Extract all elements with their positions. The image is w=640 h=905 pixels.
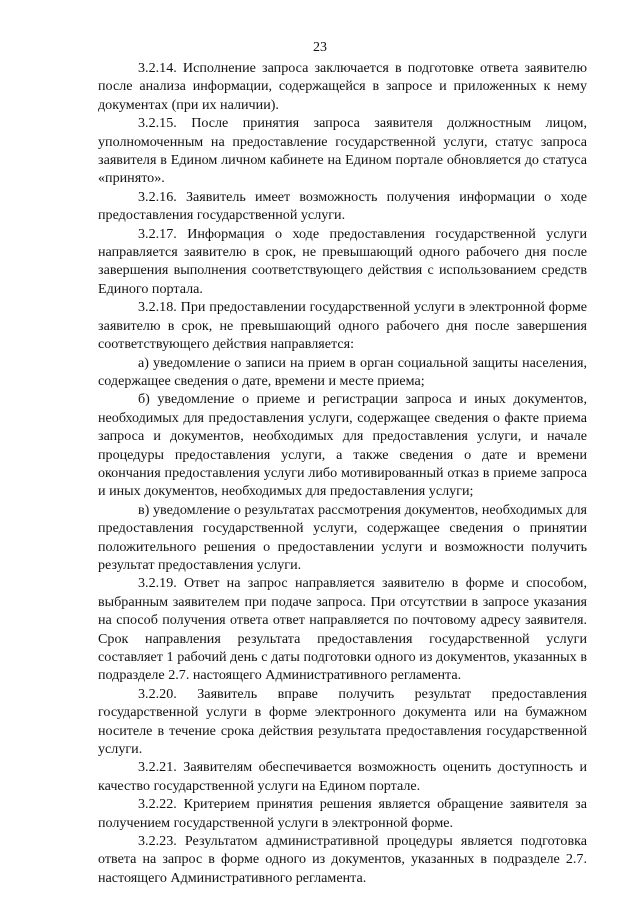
- paragraph-3-2-15: 3.2.15. После принятия запроса заявителя должностным лицом, уполномоченным на предоставление государственной услуги, статус запроса заявителя в Едином личном кабинете на Едином портале обновляется до статуса «принято».: [98, 115, 587, 187]
- paragraph-3-2-17: 3.2.17. Информация о ходе предоставления государственной услуги направляется заявителю в срок, не превышающий одного рабочего дня после завершения выполнения соответствующего действия с использованием средств Единого портала.: [98, 225, 587, 297]
- paragraph-3-2-23: 3.2.23. Результатом административной процедуры является подготовка ответа на запрос в форме одного из документов, указанных в подразделе 2.7. настоящего Административного регламента.: [98, 833, 587, 886]
- paragraph-3-2-16: 3.2.16. Заявитель имеет возможность получения информации о ходе предоставления государственной услуги.: [98, 188, 587, 224]
- paragraph-3-2-20: 3.2.20. Заявитель вправе получить результат предоставления государственной услуги в форме электронного документа или на бумажном носителе в течение срока действия результата предоставления государственной услуги.: [98, 685, 587, 758]
- paragraph-3-2-22: 3.2.22. Критерием принятия решения является обращение заявителя за получением государственной услуги в электронной форме.: [98, 796, 587, 831]
- list-item-b: б) уведомление о приеме и регистрации запроса и иных документов, необходимых для предоставления услуги, содержащее сведения о факте приема запроса и документов, необходимых для предоставления услуги, и начале процедуры предоставления услуги, а также сведения о дате и времени окончания предоставления услуги либо мотивированный отказ в приеме запроса и иных документов, необходимых для предоставления услуги;: [98, 391, 587, 500]
- page-number: 23: [313, 40, 327, 55]
- list-item-v: в) уведомление о результатах рассмотрения документов, необходимых для предоставления государственной услуги, содержащее сведения о принятии положительного решения о предоставлении услуги и возможности получить результат предоставления услуги.: [98, 501, 587, 573]
- document-body: [98, 59, 587, 887]
- paragraph-3-2-18: 3.2.18. При предоставлении государственной услуги в электронной форме заявителю в срок, не превышающий одного рабочего дня после завершения соответствующего действия направляется:: [98, 299, 587, 353]
- paragraph-3-2-14: 3.2.14. Исполнение запроса заключается в подготовке ответа заявителю после анализа информации, содержащейся в запросе и приложенных к нему документах (при их наличии).: [98, 60, 587, 113]
- paragraph-3-2-21: 3.2.21. Заявителям обеспечивается возможность оценить доступность и качество государственной услуги на Едином портале.: [98, 759, 587, 794]
- list-item-a: а) уведомление о записи на прием в орган социальной защиты населения, содержащее сведения о дате, времени и месте приема;: [98, 354, 587, 389]
- paragraph-3-2-19: 3.2.19. Ответ на запрос направляется заявителю в форме и способом, выбранным заявителем при подаче запроса. При отсутствии в запросе указания на способ получения ответа ответ направляется по почтовому адресу заявителя. Срок направления результата предоставления государственной услуги составляет 1 рабочий день с даты подготовки одного из документов, указанных в подразделе 2.7. настоящего Административного регламента.: [98, 575, 587, 684]
